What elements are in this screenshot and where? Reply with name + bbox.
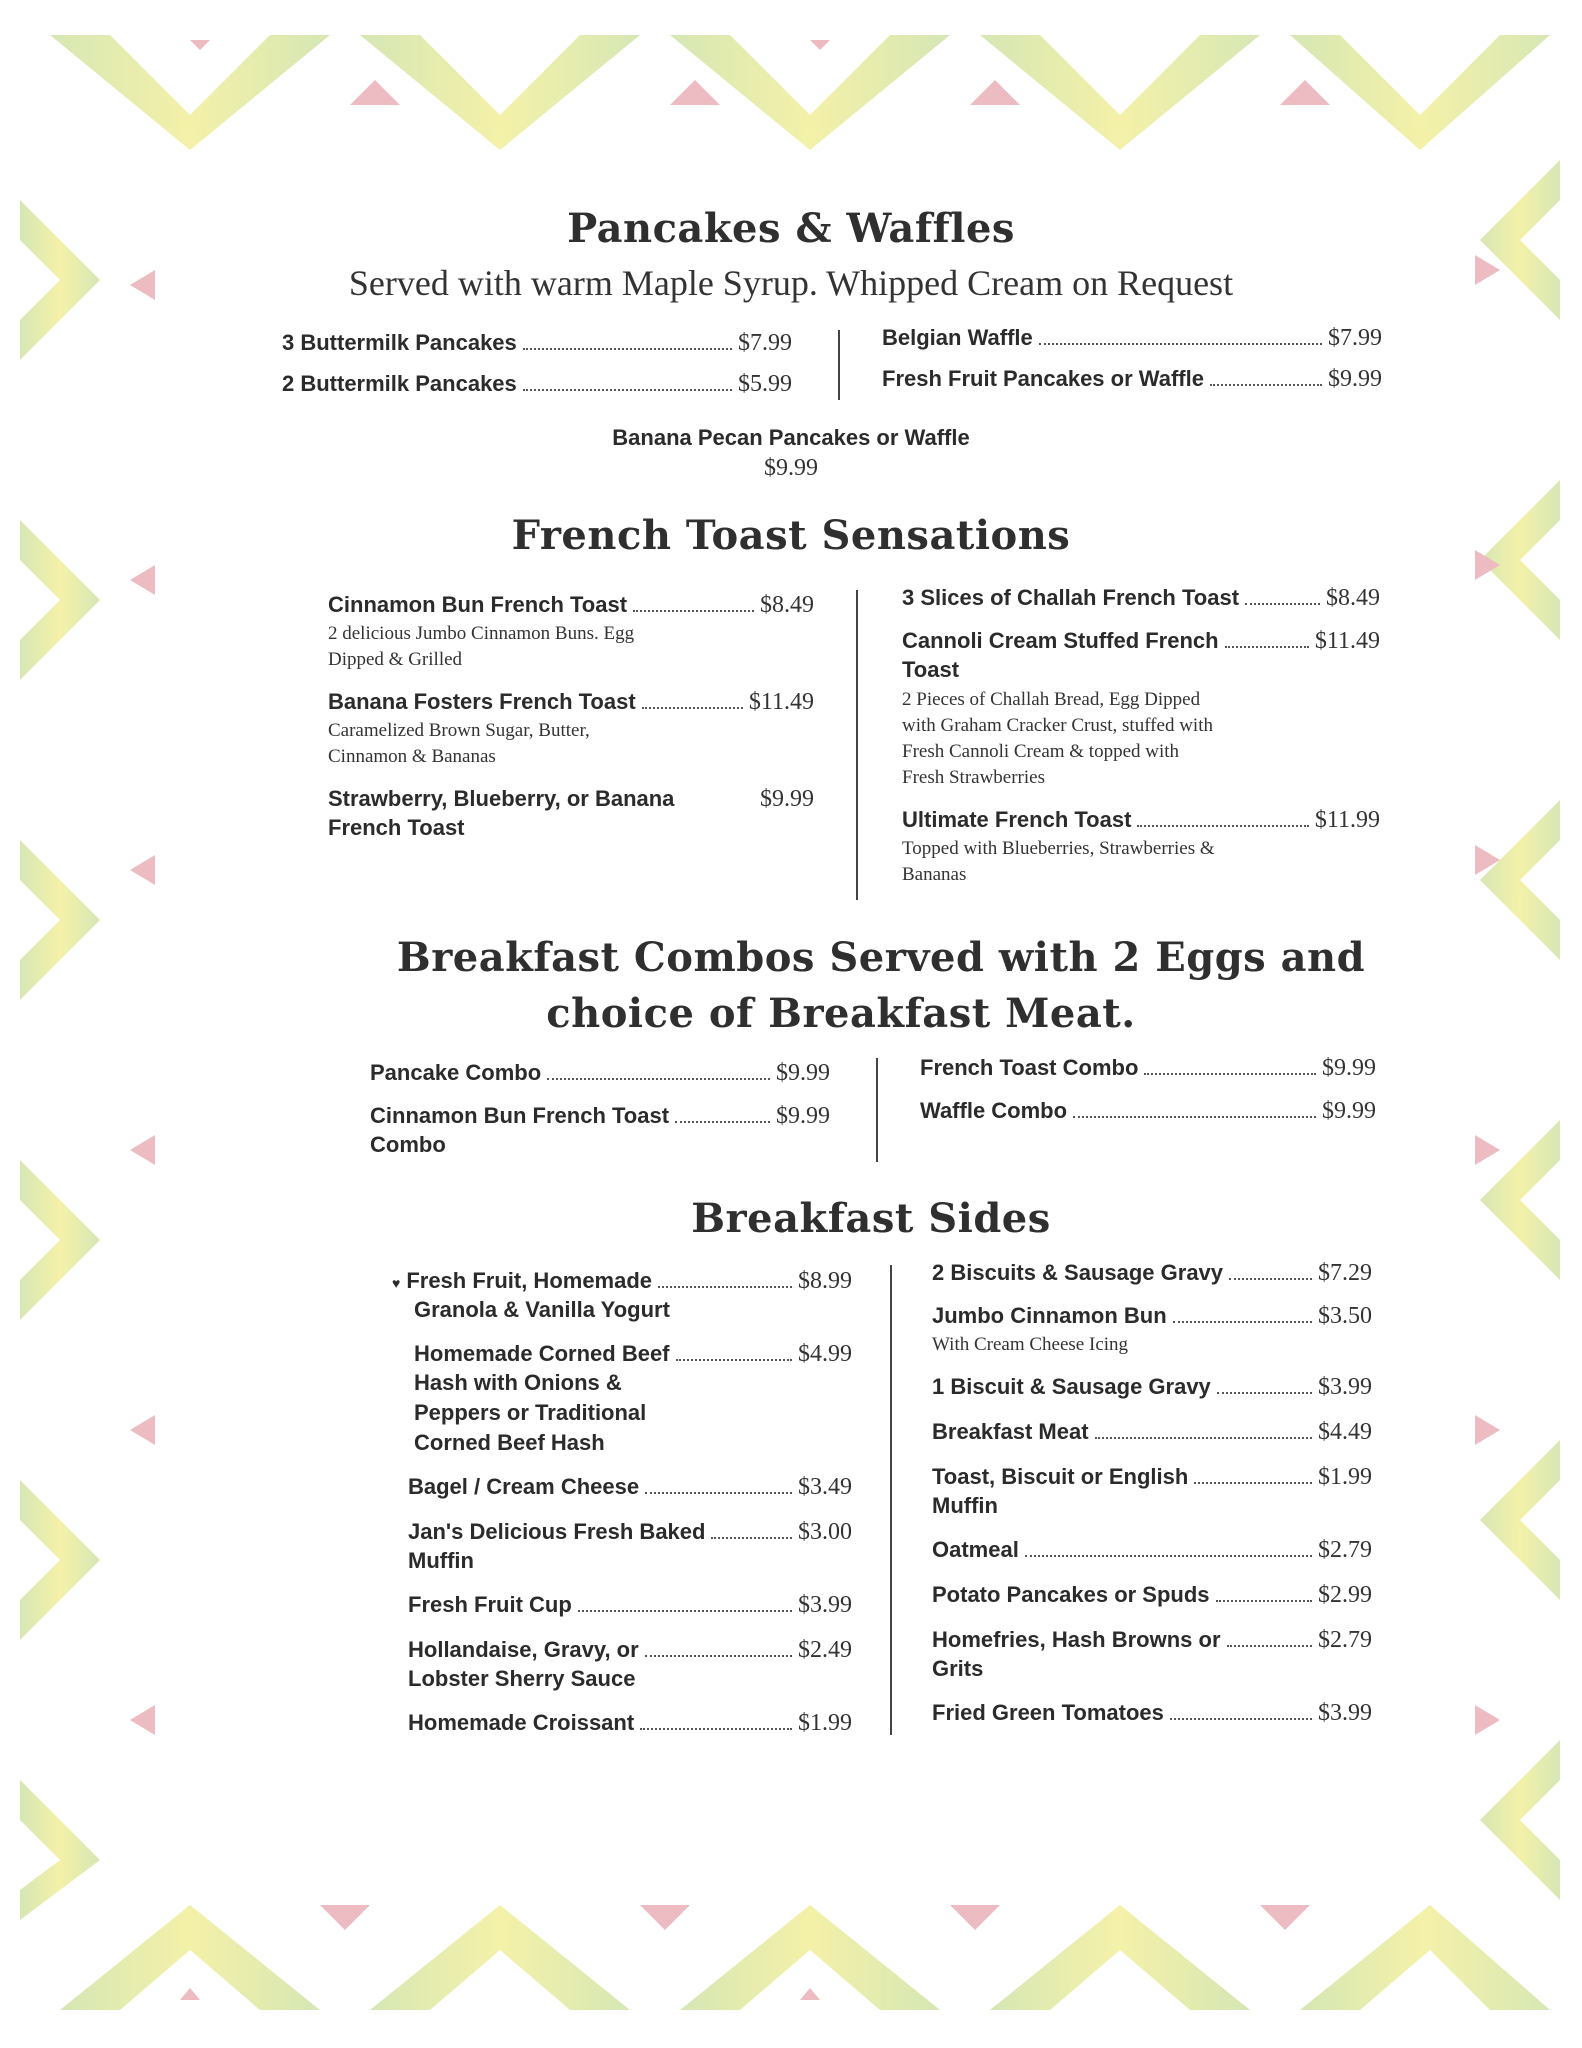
combos-title-line: choice of Breakfast Meat. [546,990,1136,1037]
item-price: $4.99 [798,1341,852,1367]
french-toast-divider [856,590,858,900]
menu-item [932,1537,1372,1564]
leader-dots [1039,343,1322,345]
item-name: Fresh Fruit Pancakes or Waffle [882,366,1204,391]
item-name: 1 Biscuit & Sausage Gravy [932,1374,1211,1399]
combos-right-column [920,1055,1376,1139]
menu-item [392,1710,852,1737]
leader-dots [1227,1645,1312,1647]
item-description [902,836,1380,888]
item-price: $3.49 [798,1474,852,1500]
sides-divider [890,1265,892,1735]
description-line: Fresh Cannoli Cream & topped with [902,741,1180,762]
item-name: Banana Fosters French Toast [328,689,636,714]
description-line: Bananas [902,864,967,885]
pancakes-divider [838,330,840,400]
leader-dots [523,348,732,350]
leader-dots [1245,603,1320,605]
leader-dots [645,1492,792,1494]
item-name: Fried Green Tomatoes [932,1700,1164,1725]
item-name: 3 Slices of Challah French Toast [902,585,1240,610]
item-name: Fresh Fruit, Homemade [406,1268,653,1293]
description-line: 2 delicious Jumbo Cinnamon Buns. Egg [328,623,635,644]
combos-divider [876,1058,878,1162]
heart-icon: ♥ [392,1275,401,1291]
leader-dots [1225,646,1309,648]
item-name-continued: Muffin [408,1548,474,1573]
leader-dots [1210,384,1322,386]
leader-dots [640,1728,792,1730]
item-price: $9.99 [1322,1098,1376,1124]
pancakes-left-column [282,330,792,412]
item-price: $11.49 [748,689,814,715]
item-name: French Toast Combo [920,1055,1139,1080]
pancakes-subtitle: Served with warm Maple Syrup. Whipped Cream on Request [348,263,1234,303]
leader-dots [1170,1718,1312,1720]
item-name-continued: Toast [902,657,960,682]
item-name: Cannoli Cream Stuffed French [902,628,1219,653]
item-name-continued: Hash with Onions & [414,1370,622,1395]
leader-dots [642,707,743,709]
menu-item [932,1582,1372,1609]
leader-dots [1144,1073,1316,1075]
menu-item [392,1268,852,1325]
item-price: $8.49 [760,592,814,618]
menu-item [932,1627,1372,1684]
leader-dots [1025,1555,1312,1557]
menu-item [932,1374,1372,1401]
menu-item [932,1303,1372,1358]
item-name: Homefries, Hash Browns or [932,1627,1221,1652]
item-price: $5.99 [738,371,792,397]
item-price: $2.79 [1318,1537,1372,1563]
menu-item [920,1055,1376,1082]
item-price: $7.99 [738,330,792,356]
menu-item [902,628,1380,791]
description-line: 2 Pieces of Challah Bread, Egg Dipped [902,689,1201,710]
sides-right-column [932,1260,1372,1741]
item-name-continued: Lobster Sherry Sauce [408,1666,636,1691]
item-name: 3 Buttermilk Pancakes [282,330,517,355]
menu-item [902,807,1380,888]
item-price: $3.50 [1318,1303,1372,1329]
description-line: Fresh Strawberries [902,767,1045,788]
item-name-continued: Peppers or Traditional [414,1400,647,1425]
item-name: Belgian Waffle [882,325,1033,350]
menu-item [932,1260,1372,1287]
item-price: $3.99 [798,1592,852,1618]
description-line: Topped with Blueberries, Strawberries & [902,838,1215,859]
item-name: Jan's Delicious Fresh Baked [408,1519,706,1544]
menu-item [392,1474,852,1501]
menu-item [902,585,1380,612]
menu-item [882,325,1382,352]
pancakes-title: Pancakes & Waffles [567,205,1015,252]
leader-dots [523,389,732,391]
item-name: Fresh Fruit Cup [408,1592,572,1617]
item-name: Cinnamon Bun French Toast [328,592,628,617]
menu-item [282,330,792,357]
item-price: $11.49 [1314,628,1380,654]
item-price: $9.99 [764,455,818,481]
description-line: with Graham Cracker Crust, stuffed with [902,715,1213,736]
item-description: With Cream Cheese Icing [932,1334,1129,1355]
item-price: $7.99 [1328,325,1382,351]
menu-item [328,592,814,673]
item-name: 2 Biscuits & Sausage Gravy [932,1260,1224,1285]
menu-item [932,1700,1372,1727]
item-name: Hollandaise, Gravy, or [408,1637,639,1662]
menu-item [920,1098,1376,1125]
item-price: $9.99 [1322,1055,1376,1081]
item-price: $1.99 [1318,1464,1372,1490]
item-name: Homemade Corned Beef [414,1341,670,1366]
item-name-continued: French Toast [328,815,465,840]
french-toast-left-column [328,592,814,857]
menu-item [370,1060,830,1087]
sides-title: Breakfast Sides [691,1195,1051,1242]
item-name: Cinnamon Bun French Toast [370,1103,670,1128]
item-name-continued: Corned Beef Hash [414,1430,605,1455]
french-toast-title: French Toast Sensations [511,512,1071,559]
item-price: $8.49 [1326,585,1380,611]
leader-dots [645,1655,792,1657]
menu-item [392,1592,852,1619]
leader-dots [1229,1278,1312,1280]
item-name: Jumbo Cinnamon Bun [932,1303,1167,1328]
menu-item [392,1519,852,1576]
item-price: $4.49 [1318,1419,1372,1445]
item-name: Breakfast Meat [932,1419,1089,1444]
french-toast-right-column [902,585,1380,902]
item-price: $2.49 [798,1637,852,1663]
item-price: $9.99 [760,786,814,812]
leader-dots [633,610,754,612]
item-price: $3.99 [1318,1700,1372,1726]
item-description [328,621,814,673]
menu-item-centered [0,425,1582,482]
leader-dots [1095,1437,1312,1439]
leader-dots [658,1286,792,1288]
item-price: $2.79 [1318,1627,1372,1653]
item-name-continued: Granola & Vanilla Yogurt [414,1297,670,1322]
item-description [328,718,814,770]
item-price: $8.99 [798,1268,852,1294]
description-line: Caramelized Brown Sugar, Butter, [328,720,590,741]
menu-item [328,786,814,843]
menu-item [932,1464,1372,1521]
menu-item [370,1103,830,1160]
item-name: Toast, Biscuit or English [932,1464,1189,1489]
item-price: $9.99 [1328,366,1382,392]
item-name-continued: Muffin [932,1493,998,1518]
item-name: Waffle Combo [920,1098,1068,1123]
item-name-continued: Grits [932,1656,984,1681]
sides-left-column [392,1268,852,1751]
leader-dots [1173,1321,1312,1323]
leader-dots [1073,1116,1316,1118]
item-price: $3.00 [798,1519,852,1545]
leader-dots [578,1610,792,1612]
combos-title [90,930,1582,1042]
description-line: Cinnamon & Bananas [328,746,496,767]
item-price: $11.99 [1314,807,1380,833]
item-price: $9.99 [776,1060,830,1086]
item-name: Ultimate French Toast [902,807,1132,832]
leader-dots [1194,1482,1312,1484]
item-price: $3.99 [1318,1374,1372,1400]
item-name: Bagel / Cream Cheese [408,1474,640,1499]
item-name-continued: Combo [370,1132,446,1157]
item-price: $1.99 [798,1710,852,1736]
item-description [902,687,1380,791]
menu-item [882,366,1382,393]
item-price: $9.99 [776,1103,830,1129]
leader-dots [547,1078,770,1080]
item-name: Pancake Combo [370,1060,542,1085]
description-line: Dipped & Grilled [328,649,463,670]
leader-dots [675,1121,770,1123]
leader-dots [676,1359,792,1361]
menu-item [392,1637,852,1694]
menu-item [328,689,814,770]
item-name: Oatmeal [932,1537,1019,1562]
combos-left-column [370,1060,830,1174]
menu-item [282,371,792,398]
item-name: Banana Pecan Pancakes or Waffle [612,425,970,450]
menu-item [932,1419,1372,1446]
leader-dots [1217,1392,1312,1394]
pancakes-right-column [882,325,1382,407]
item-price: $7.29 [1318,1260,1372,1286]
leader-dots [1137,825,1308,827]
item-name: 2 Buttermilk Pancakes [282,371,517,396]
leader-dots [1216,1600,1312,1602]
item-price: $2.99 [1318,1582,1372,1608]
leader-dots [711,1537,792,1539]
item-name: Strawberry, Blueberry, or Banana [328,786,675,811]
item-name: Potato Pancakes or Spuds [932,1582,1210,1607]
combos-title-line: Breakfast Combos Served with 2 Eggs and [396,934,1366,981]
item-name: Homemade Croissant [408,1710,635,1735]
menu-item [392,1341,852,1458]
